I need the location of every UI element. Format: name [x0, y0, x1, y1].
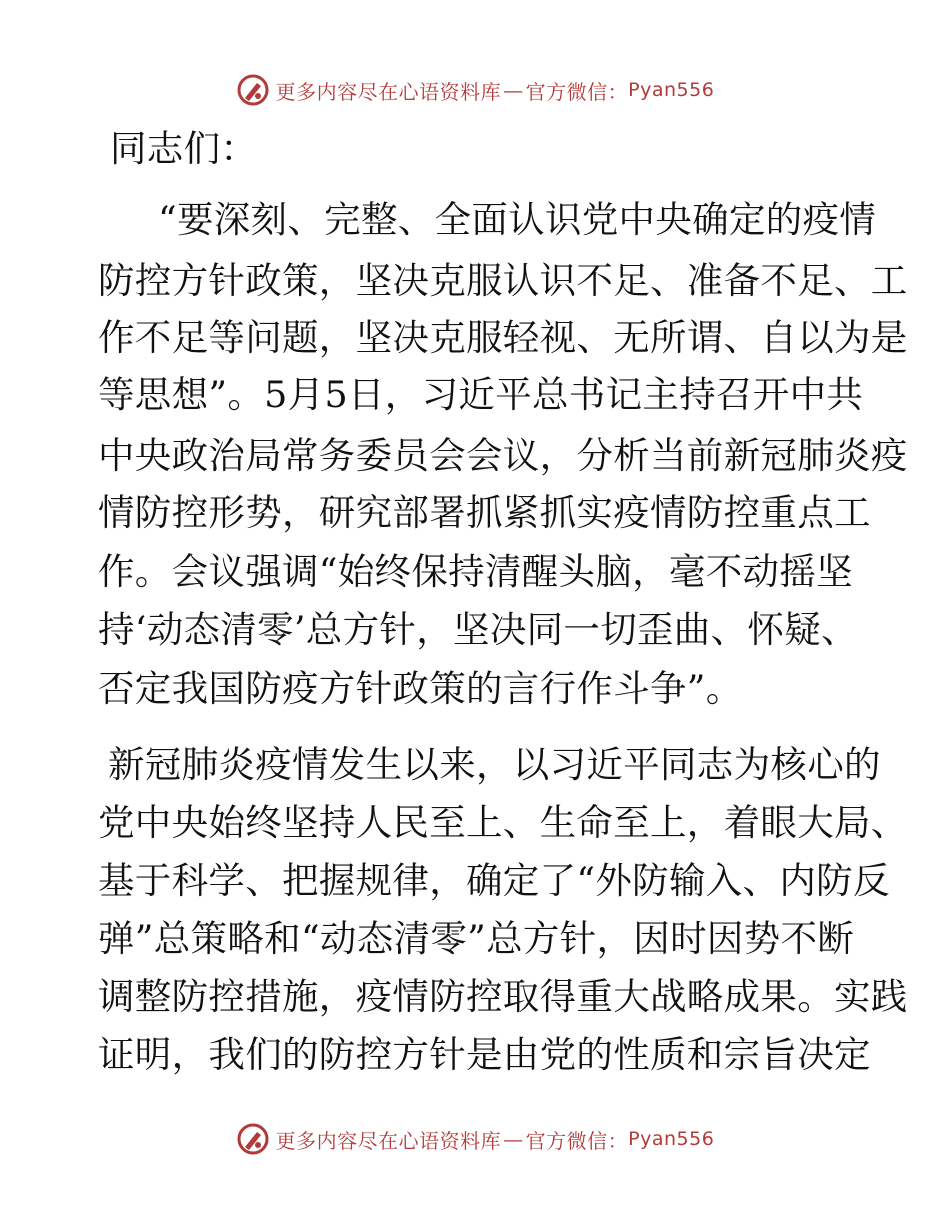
- paragraph1-line: 作不足等问题，坚决克服轻视、无所谓、自以为是: [98, 316, 908, 359]
- paragraph1-line: 作。会议强调“始终保持清醒头脑，毫不动摇坚: [98, 550, 853, 593]
- banner-dash: —: [503, 78, 524, 102]
- paragraph1-line: 情防控形势，研究部署抓紧抓实疫情防控重点工: [98, 491, 871, 534]
- banner-dash: —: [503, 1127, 524, 1151]
- paragraph1-line: 等思想”。5月5日，习近平总书记主持召开中共: [98, 373, 864, 416]
- paragraph2-line: 弹”总策略和“动态清零”总方针，因时因势不断: [98, 917, 855, 960]
- paragraph1-line: 防控方针政策，坚决克服认识不足、准备不足、工: [98, 259, 908, 302]
- salutation: 同志们：: [110, 127, 258, 170]
- paragraph2-line: 党中央始终坚持人民至上、生命至上，着眼大局、: [98, 801, 908, 844]
- pen-logo-icon: [236, 1122, 270, 1156]
- paragraph2-line: 基于科学、把握规律，确定了“外防输入、内防反: [98, 859, 890, 902]
- banner-handle: Pyan556: [628, 1128, 715, 1150]
- banner-label: 官方微信：: [525, 1128, 629, 1153]
- banner-text: 更多内容尽在心语资料库: [275, 1128, 502, 1153]
- banner-handle: Pyan556: [628, 79, 715, 101]
- paragraph1-line: 中央政治局常务委员会会议，分析当前新冠肺炎疫: [98, 434, 908, 477]
- banner-text: 更多内容尽在心语资料库: [275, 79, 502, 104]
- paragraph2-line: 调整防控措施，疫情防控取得重大战略成果。实践: [98, 975, 908, 1018]
- paragraph1-line: 持‘动态清零’总方针，坚决同一切歪曲、怀疑、: [98, 608, 858, 651]
- watermark-banner-bottom: [0, 1117, 950, 1161]
- paragraph2-line: 证明，我们的防控方针是由党的性质和宗旨决定: [98, 1033, 871, 1076]
- banner-label: 官方微信：: [525, 79, 629, 104]
- paragraph1-line: 否定我国防疫方针政策的言行作斗争”。: [98, 667, 743, 710]
- paragraph1-line: “要深刻、完整、全面认识党中央确定的疫情: [158, 198, 877, 241]
- paragraph2-line: 新冠肺炎疫情发生以来，以习近平同志为核心的: [108, 743, 881, 786]
